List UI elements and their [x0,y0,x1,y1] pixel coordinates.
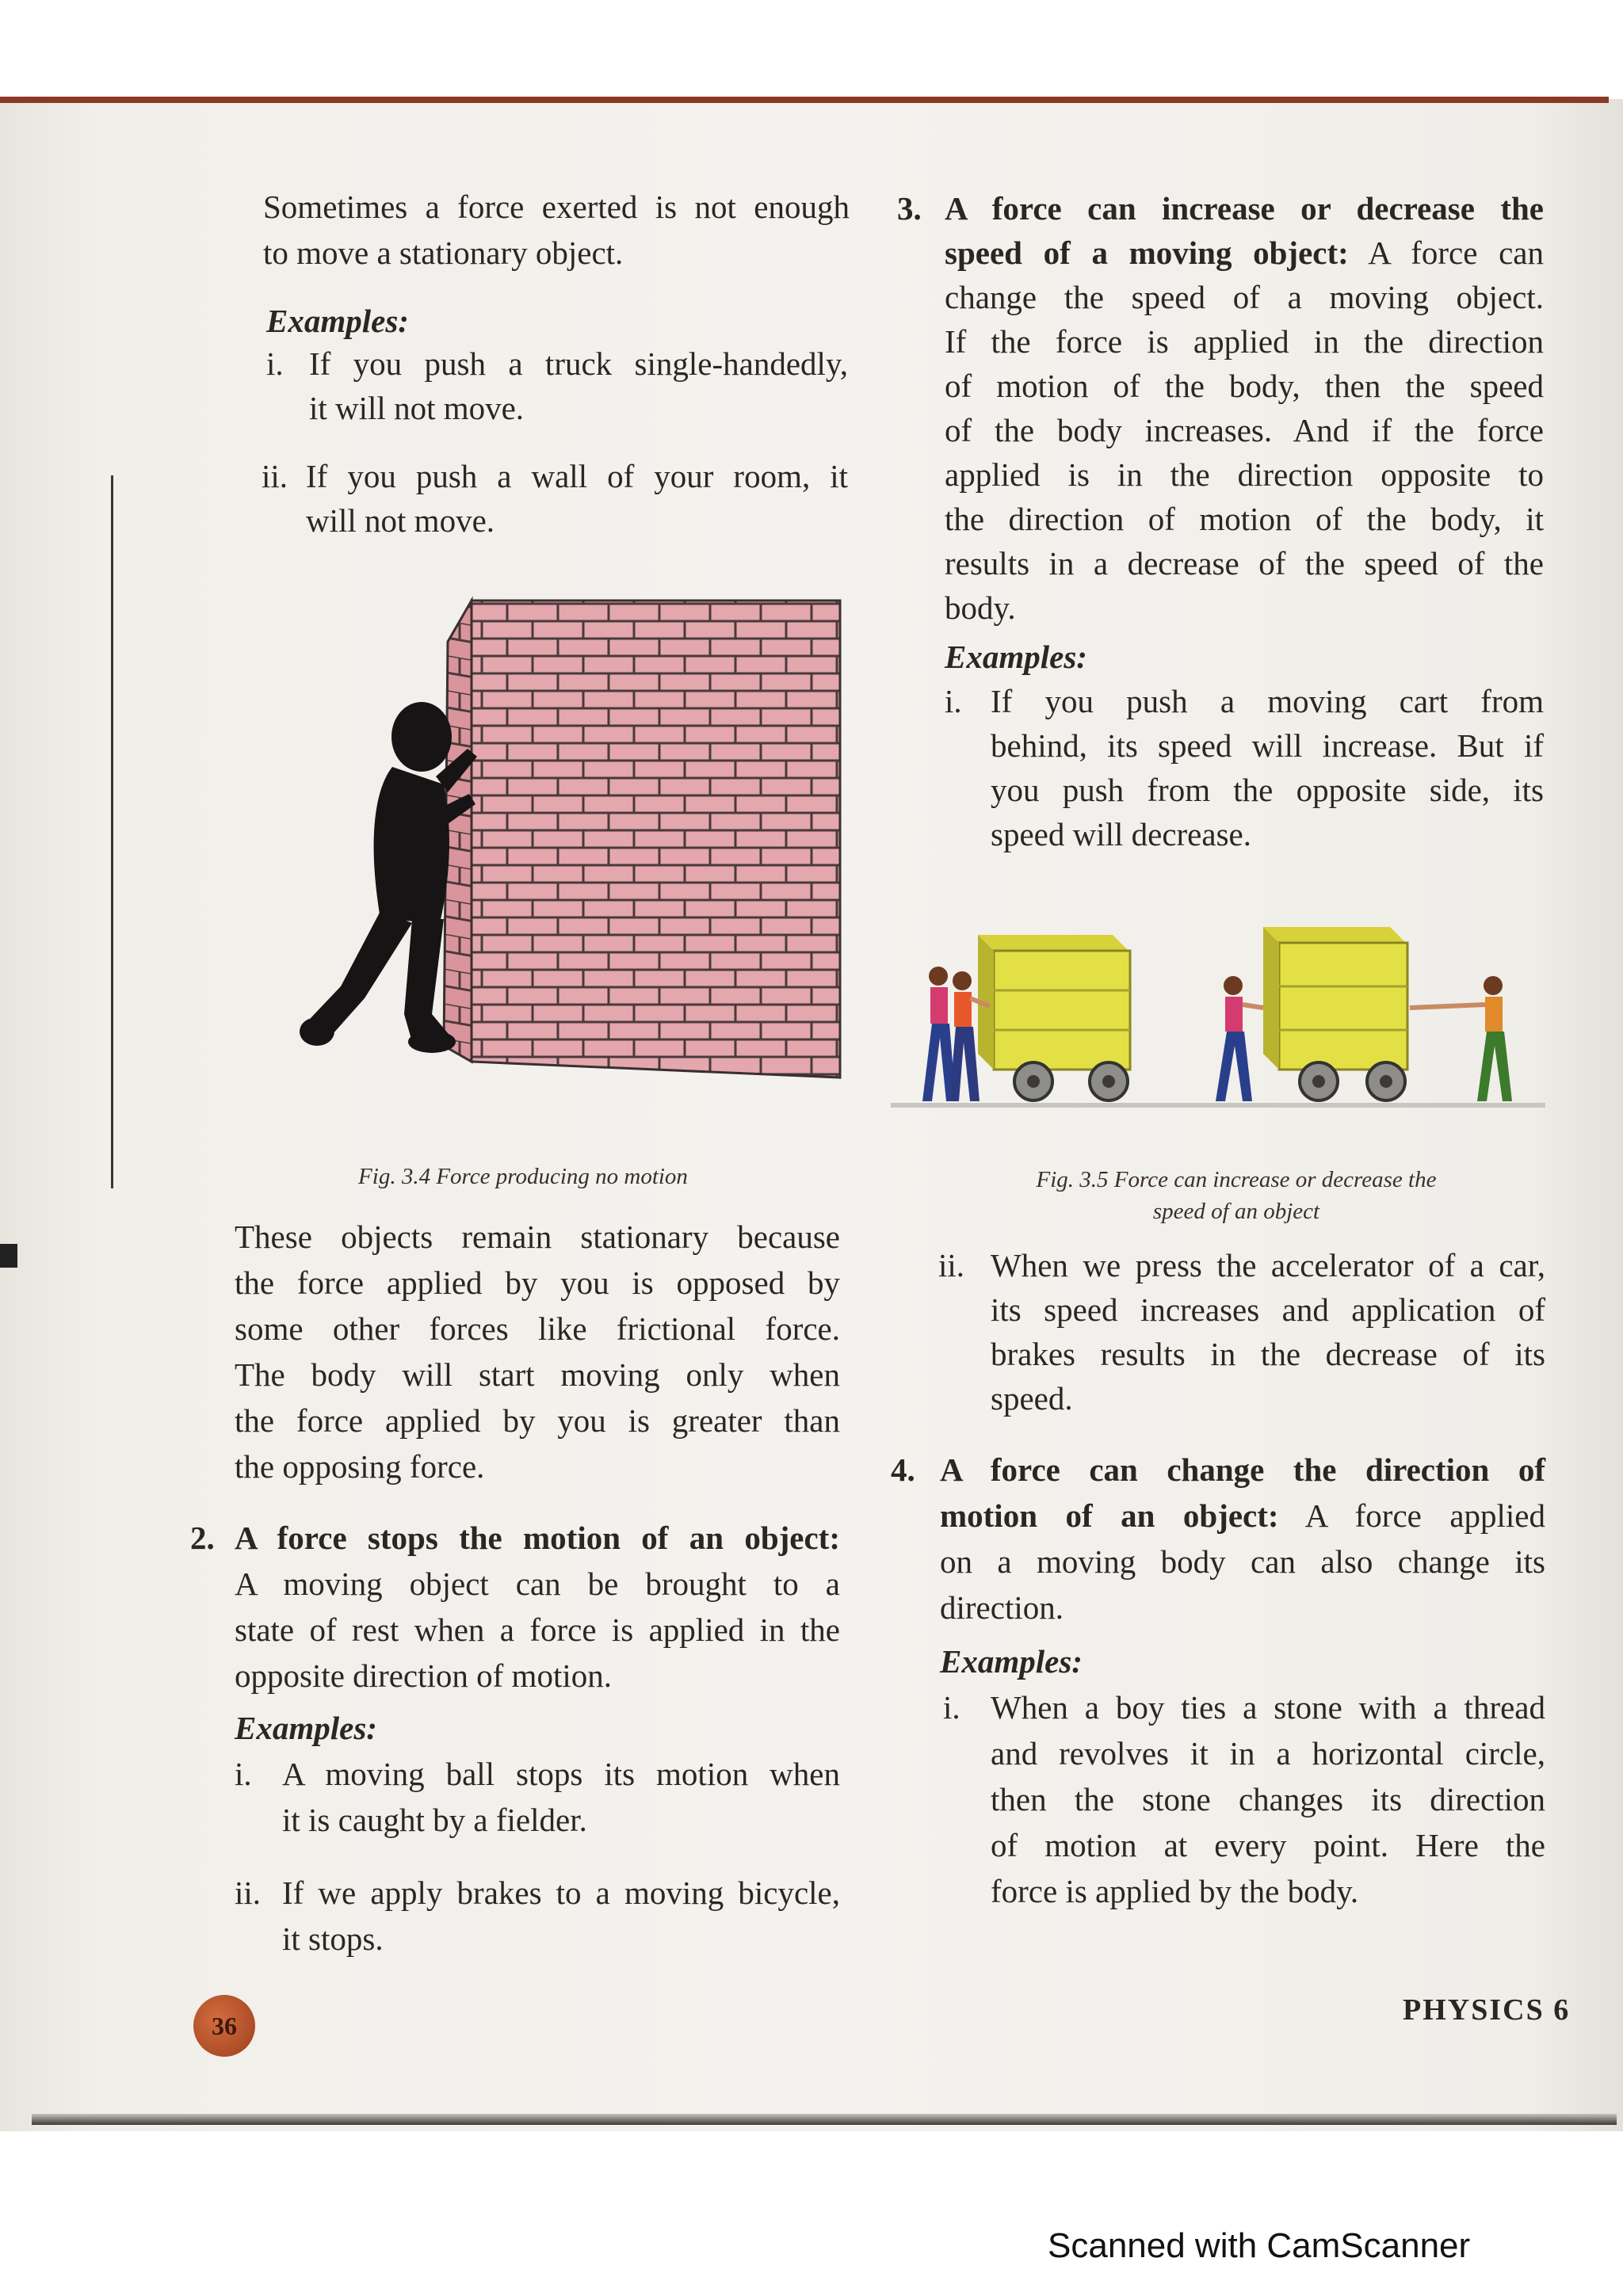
examples-heading: Examples: [266,303,409,339]
example-text: it stops. [282,1920,384,1957]
section-heading-part: motion of an object: [940,1497,1279,1534]
child-pushing-front [1410,976,1512,1101]
section-heading-line-2 [945,230,1544,276]
book-title: PHYSICS 6 [1403,1993,1571,2027]
spine-shadow [111,475,113,1188]
example-text: behind, its speed will increase. But if [991,727,1544,764]
example-text: When a boy ties a stone with a thread [991,1689,1545,1726]
example-text: speed will decrease. [991,816,1251,852]
section-number: 3. [897,190,922,227]
section-body-part: A force applied [1278,1497,1545,1534]
item-number: i. [266,345,284,382]
paragraph-line: some other forces like frictional force. [235,1310,840,1347]
example-text: will not move. [306,502,495,539]
cart-left [978,935,1130,1100]
item-number: i. [945,683,962,719]
brick-wall [444,601,840,1077]
section-heading: A force stops the motion of an object: [235,1520,840,1556]
section-heading: A force can change the direction of [940,1451,1545,1488]
examples-heading: Examples: [945,639,1087,675]
item-number: ii. [262,458,288,494]
example-text: and revolves it in a horizontal circle, [991,1735,1545,1772]
item-number: ii. [938,1247,965,1283]
scan-top-margin [0,0,1623,99]
figure-carts-pushed [891,919,1545,1117]
example-text: it is caught by a fielder. [282,1802,587,1838]
section-body-part: A force can [1348,235,1544,271]
section-body: of motion of the body, then the speed [945,368,1544,404]
paragraph-line: the force applied by you is opposed by [235,1264,840,1301]
section-body: change the speed of a moving object. [945,279,1544,315]
examples-heading: Examples: [235,1710,377,1746]
section-body: opposite direction of motion. [235,1657,612,1694]
intro-line-2: to move a stationary object. [263,235,624,271]
example-text: If you push a moving cart from [991,683,1544,719]
example-text: brakes results in the decrease of its [991,1336,1545,1372]
paragraph-line: These objects remain stationary because [235,1219,840,1255]
child-pushing-behind [1216,976,1263,1101]
scan-mark [0,1244,17,1268]
figure-caption: Fig. 3.4 Force producing no motion [358,1164,688,1189]
example-text: you push from the opposite side, its [991,772,1544,808]
section-number: 4. [891,1451,915,1488]
section-body: state of rest when a force is applied in the [235,1611,840,1648]
intro-line-1: Sometimes a force exerted is not enough [263,189,850,225]
item-number: i. [943,1689,960,1726]
example-text: its speed increases and application of [991,1291,1545,1328]
section-body: of the body increases. And if the force [945,412,1544,448]
section-body: the direction of motion of the body, it [945,501,1544,537]
section-body: A moving object can be brought to a [235,1566,840,1602]
section-body: results in a decrease of the speed of the [945,545,1544,582]
paragraph-line: The body will start moving only when [235,1356,840,1393]
section-heading-line-2 [940,1493,1545,1539]
page-number-badge: 36 [193,1995,255,2057]
item-number: i. [235,1756,252,1792]
example-text: If you push a truck single-handedly, [309,345,848,382]
figure-caption: speed of an object [1152,1199,1320,1224]
example-text: force is applied by the body. [991,1873,1359,1909]
example-text: of motion at every point. Here the [991,1827,1545,1863]
example-text: A moving ball stops its motion when [282,1756,840,1792]
example-text: speed. [991,1380,1073,1417]
figure-boy-pushing-wall [254,586,856,1093]
example-text: If you push a wall of your room, it [306,458,848,494]
page-bottom-edge [32,2114,1617,2125]
example-text: If we apply brakes to a moving bicycle, [282,1875,840,1911]
examples-heading: Examples: [940,1643,1083,1680]
page-top-edge [0,97,1609,103]
paragraph-line: the force applied by you is greater than [235,1402,840,1439]
example-text: then the stone changes its direction [991,1781,1545,1817]
section-body: If the force is applied in the direction [945,323,1544,360]
section-body: direction. [940,1589,1064,1626]
scan-bottom-margin [0,2131,1623,2296]
example-text: it will not move. [309,390,525,426]
paragraph-line: the opposing force. [235,1448,485,1485]
section-body: applied is in the direction opposite to [945,456,1544,493]
section-body: body. [945,589,1016,626]
section-heading-part: speed of a moving object: [945,235,1349,271]
section-heading: A force can increase or decrease the [945,190,1544,227]
scanner-watermark: Scanned with CamScanner [1048,2226,1471,2265]
cart-right [1263,927,1407,1100]
figure-caption: Fig. 3.5 Force can increase or decrease the [1036,1167,1437,1192]
section-body: on a moving body can also change its [940,1543,1545,1580]
example-text: When we press the accelerator of a car, [991,1247,1545,1283]
section-number: 2. [190,1520,215,1556]
item-number: ii. [235,1875,262,1911]
